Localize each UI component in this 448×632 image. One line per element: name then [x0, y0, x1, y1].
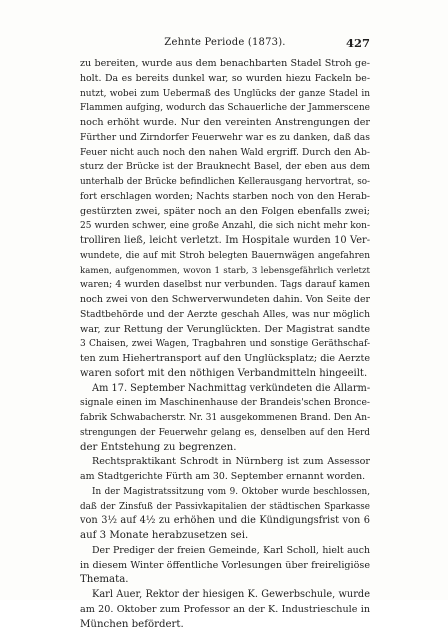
- text-line: Am 17. September Nachmittag verkündeten die Allarm-: [80, 382, 370, 397]
- text-line: Rechtspraktikant Schrodt in Nürnberg ist zum Assessor: [80, 455, 370, 470]
- text-line: am 20. Oktober zum Professor an der K. Industrieschule in: [80, 603, 370, 618]
- text-line: nutzt, wobei zum Uebermaß des Unglücks der ganze Stadel in: [80, 87, 370, 102]
- text-line: Der Prediger der freien Gemeinde, Karl Scholl, hielt auch: [80, 544, 370, 559]
- text-line: von 3½ auf 4½ zu erhöhen und die Kündigungsfrist von 6: [80, 514, 370, 529]
- text-line: sturz der Brücke ist der Brauknecht Basel, der eben aus dem: [80, 160, 370, 175]
- text-line: noch erhöht wurde. Nur den vereinten Anstrengungen der: [80, 116, 370, 131]
- text-line: 3 Chaisen, zwei Wagen, Tragbahren und sonstige Geräthschaf-: [80, 337, 370, 352]
- text-line: in diesem Winter öffentliche Vorlesungen über freireligiöse: [80, 559, 370, 574]
- text-line: gestürzten zwei, später noch an den Folgen ebenfalls zwei;: [80, 205, 370, 220]
- text-line: Themata.: [80, 573, 370, 588]
- text-line: fabrik Schwabacherstr. Nr. 31 ausgekommenen Brand. Den An-: [80, 411, 370, 426]
- text-line: waren sofort mit den nöthigen Verbandmitteln hingeeilt.: [80, 367, 370, 382]
- text-line: holt. Da es bereits dunkel war, so wurden hiezu Fackeln be-: [80, 72, 370, 87]
- text-line: In der Magistratssitzung vom 9. Oktober wurde beschlossen,: [80, 485, 370, 500]
- text-line: Fürther und Zirndorfer Feuerwehr war es zu danken, daß das: [80, 131, 370, 146]
- text-line: zu bereiten, wurde aus dem benachbarten Stadel Stroh ge-: [80, 57, 370, 72]
- text-line: 25 wurden schwer, eine große Anzahl, die sich nicht mehr kon-: [80, 219, 370, 234]
- text-line: auf 3 Monate herabzusetzen sei.: [80, 529, 370, 544]
- text-line: kamen, aufgenommen, wovon 1 starb, 3 lebensgefährlich verletzt: [80, 264, 370, 279]
- text-line: ten zum Hiehertransport auf den Unglücksplatz; die Aerzte: [80, 352, 370, 367]
- text-line: Feuer nicht auch noch den nahen Wald ergriff. Durch den Ab-: [80, 146, 370, 161]
- body-text: [80, 57, 370, 632]
- text-line: am Stadtgerichte Fürth am 30. September ernannt worden.: [80, 470, 370, 485]
- page-number: 427: [346, 36, 370, 50]
- running-head: Zehnte Periode (1873).: [80, 37, 370, 48]
- text-line: waren; 4 wurden daselbst nur verbunden. Tags darauf kamen: [80, 278, 370, 293]
- page-header: [80, 36, 370, 52]
- text-line: Stadtbehörde und der Aerzte geschah Alles, was nur möglich: [80, 308, 370, 323]
- text-line: strengungen der Feuerwehr gelang es, denselben auf den Herd: [80, 426, 370, 441]
- text-line: München befördert.: [80, 618, 370, 632]
- text-line: Flammen aufging, wodurch das Schauerliche der Jammerscene: [80, 101, 370, 116]
- text-line: noch zwei von den Schwerverwundeten dahin. Von Seite der: [80, 293, 370, 308]
- text-line: war, zur Rettung der Verunglückten. Der Magistrat sandte: [80, 323, 370, 338]
- text-line: unterhalb der Brücke befindlichen Kellerausgang hervortrat, so-: [80, 175, 370, 190]
- text-line: der Entstehung zu begrenzen.: [80, 441, 370, 456]
- text-line: fort erschlagen worden; Nachts starben noch von den Herab-: [80, 190, 370, 205]
- text-line: wundete, die auf mit Stroh belegten Bauernwägen angefahren: [80, 249, 370, 264]
- text-line: trolliren ließ, leicht verletzt. Im Hospitale wurden 10 Ver-: [80, 234, 370, 249]
- text-line: daß der Zinsfuß der Passivkapitalien der städtischen Sparkasse: [80, 500, 370, 515]
- text-line: signale einen im Maschinenhause der Brandeis'schen Bronce-: [80, 396, 370, 411]
- text-line: Karl Auer, Rektor der hiesigen K. Gewerbschule, wurde: [80, 588, 370, 603]
